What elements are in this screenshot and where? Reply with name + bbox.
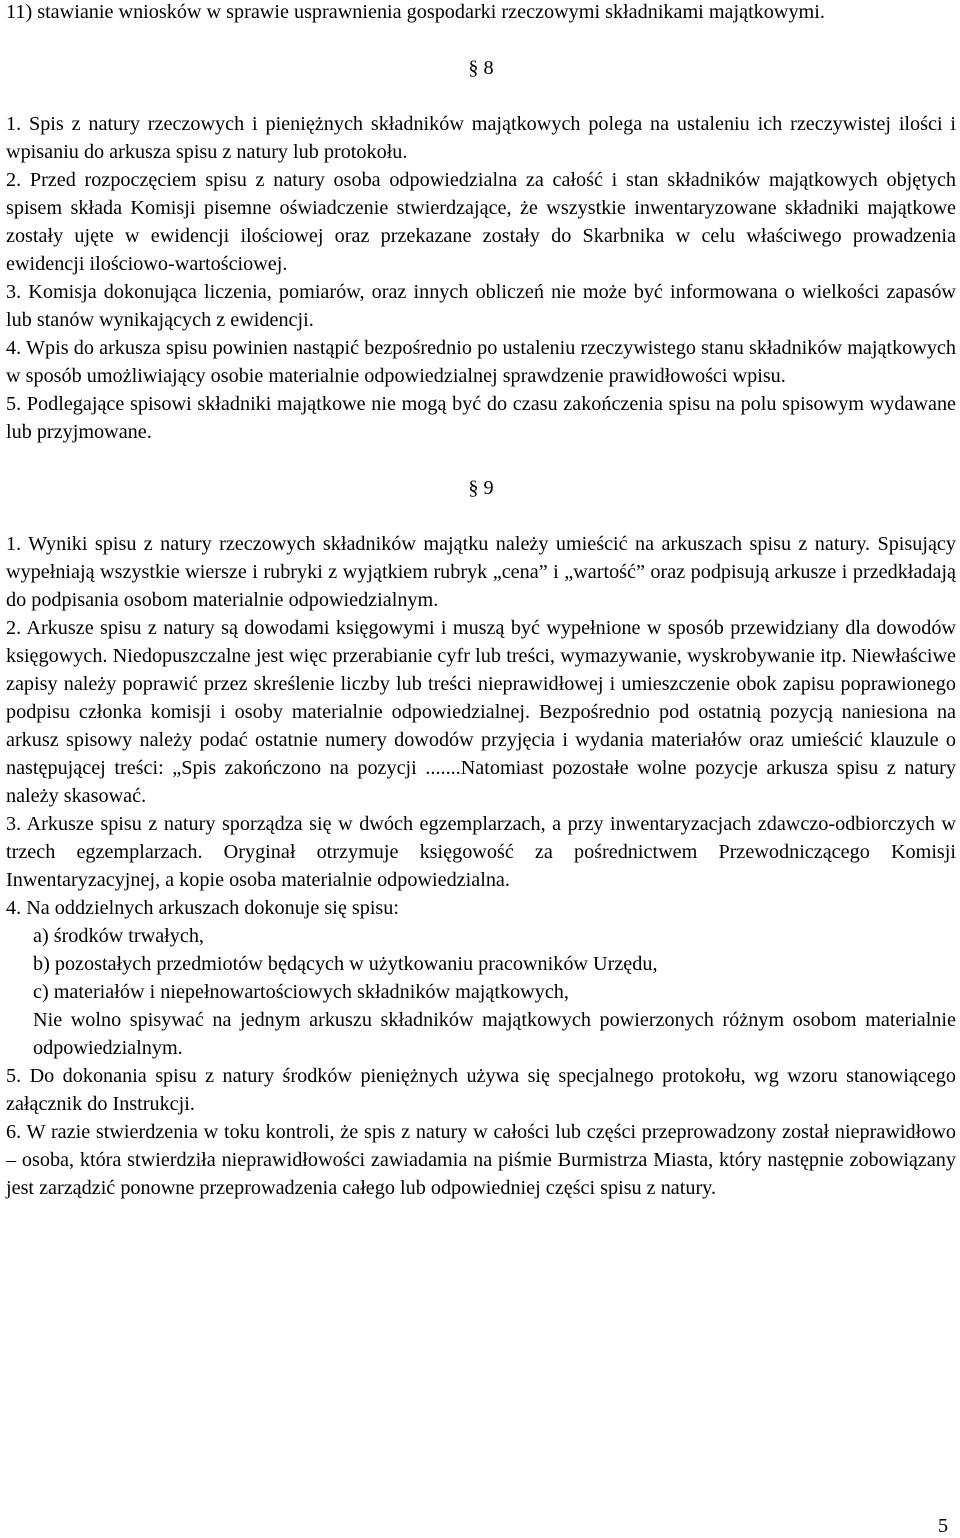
section-8-item-1: 1. Spis z natury rzeczowych i pieniężnych składników majątkowych polega na ustaleniu ich rzeczywistej ilości i wpisaniu do arkusza spisu z natury lub protokołu. bbox=[6, 113, 956, 163]
section-9-item-4-list bbox=[6, 922, 956, 1062]
section-9-heading: § 9 bbox=[468, 477, 494, 499]
section-9-item-4 bbox=[6, 894, 956, 1062]
section-9-item-2: 2. Arkusze spisu z natury są dowodami księgowymi i muszą być wypełnione w sposób przewidziany dla dowodów księgowych. Niedopuszczalne jest więc przerabianie cyfr lub treści, wymazywanie, wyskrobywanie itp. Niewłaściwe zapisy należy poprawić przez skreślenie liczby lub treści nieprawidłowej i umieszczenie obok zapisu poprawionego podpisu członka komisji i osoby materialnie odpowiedzialnej. Bezpośrednio pod ostatnią pozycją naniesiona na arkusz spisowy należy podać ostatnie numery dowodów przyjęcia i wydania materiałów oraz umieścić klauzule o następującej treści: „Spis zakończono na pozycji .......Natomiast pozostałe wolne pozycje arkusza spisu z natury należy skasować. bbox=[6, 617, 956, 807]
section-9-item-4-note: Nie wolno spisywać na jednym arkuszu składników majątkowych powierzonych różnym osobom materialnie odpowiedzialnym. bbox=[33, 1009, 956, 1059]
document-page bbox=[6, 0, 956, 1202]
section-8-item-2: 2. Przed rozpoczęciem spisu z natury osoba odpowiedzialna za całość i stan składników majątkowych objętych spisem składa Komisji pisemne oświadczenie stwierdzające, że wszystkie inwentaryzowane składniki majątkowe zostały ujęte w ewidencji ilościowej oraz przekazane zostały do Skarbnika w celu właściwego prowadzenia ewidencji ilościowo-wartościowej. bbox=[6, 169, 956, 275]
list-item: c) materiałów i niepełnowartościowych składników majątkowych, bbox=[33, 981, 569, 1003]
section-8-item-3: 3. Komisja dokonująca liczenia, pomiarów, oraz innych obliczeń nie może być informowana o wielkości zapasów lub stanów wynikających z ewidencji. bbox=[6, 281, 956, 331]
list-item: b) pozostałych przedmiotów będących w użytkowaniu pracowników Urzędu, bbox=[33, 953, 658, 975]
page-number: 5 bbox=[938, 1515, 949, 1537]
section-9-item-1: 1. Wyniki spisu z natury rzeczowych składników majątku należy umieścić na arkuszach spisu z natury. Spisujący wypełniają wszystkie wiersze i rubryki z wyjątkiem rubryk „cena” i „wartość” oraz podpisują arkusze i przedkładają do podpisania osobom materialnie odpowiedzialnym. bbox=[6, 533, 956, 611]
section-9-item-3: 3. Arkusze spisu z natury sporządza się w dwóch egzemplarzach, a przy inwentaryzacjach zdawczo-odbiorczych w trzech egzemplarzach. Oryginał otrzymuje księgowość za pośrednictwem Przewodniczącego Komisji Inwentaryzacyjnej, a kopie osoba materialnie odpowiedzialna. bbox=[6, 813, 956, 891]
section-8-item-5: 5. Podlegające spisowi składniki majątkowe nie mogą być do czasu zakończenia spisu na polu spisowym wydawane lub przyjmowane. bbox=[6, 393, 956, 443]
item-11-wnioski: 11) stawianie wniosków w sprawie usprawnienia gospodarki rzeczowymi składnikami majątkowymi. bbox=[6, 1, 825, 23]
list-item: a) środków trwałych, bbox=[33, 925, 204, 947]
section-9-item-5: 5. Do dokonania spisu z natury środków pieniężnych używa się specjalnego protokołu, wg wzoru stanowiącego załącznik do Instrukcji. bbox=[6, 1065, 956, 1115]
section-9-item-6: 6. W razie stwierdzenia w toku kontroli, że spis z natury w całości lub części przeprowadzony został nieprawidłowo – osoba, która stwierdziła nieprawidłowości zawiadamia na piśmie Burmistrza Miasta, który następnie zobowiązany jest zarządzić ponowne przeprowadzenia całego lub odpowiedniej części spisu z natury. bbox=[6, 1121, 956, 1199]
section-8-heading: § 8 bbox=[468, 57, 494, 79]
section-9-item-4-intro: 4. Na oddzielnych arkuszach dokonuje się spisu: bbox=[6, 897, 399, 919]
section-8-item-4: 4. Wpis do arkusza spisu powinien nastąpić bezpośrednio po ustaleniu rzeczywistego stanu składników majątkowych w sposób umożliwiający osobie materialnie odpowiedzialnej sprawdzenie prawidłowości wpisu. bbox=[6, 337, 956, 387]
